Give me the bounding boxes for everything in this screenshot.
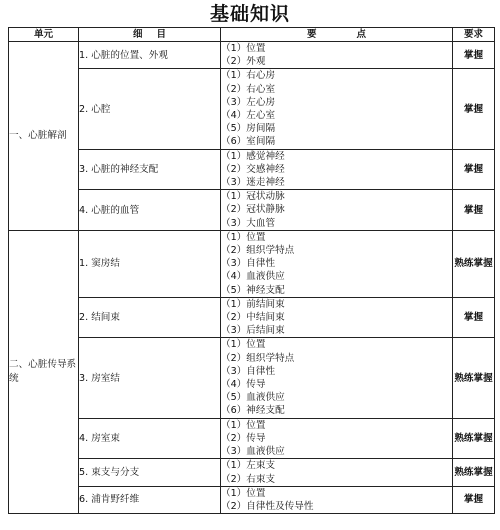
table-row	[9, 230, 495, 297]
detail-cell: 5. 束支与分支	[79, 459, 221, 486]
point-item: （2）交感神经	[221, 163, 285, 175]
detail-cell: 6. 浦肯野纤维	[79, 486, 221, 513]
detail-cell: 1. 窦房结	[79, 230, 221, 297]
detail-cell: 3. 心脏的神经支配	[79, 149, 221, 190]
requirement-cell: 熟练掌握	[453, 418, 495, 459]
requirement-cell: 熟练掌握	[453, 230, 495, 297]
header-detail: 细目	[79, 28, 221, 42]
point-item: （1）感觉神经	[221, 150, 285, 162]
detail-cell: 1. 心脏的位置、外观	[79, 42, 221, 69]
table-row	[9, 190, 495, 231]
header-requirement: 要求	[453, 28, 495, 42]
point-item: （3）自律性	[221, 258, 276, 270]
point-item: （4）左心室	[221, 110, 276, 122]
unit-cell: 一、心脏解剖	[9, 42, 79, 231]
point-item: （1）位置	[221, 419, 266, 431]
table-row	[9, 418, 495, 459]
table-row	[9, 69, 495, 149]
table-header-row	[9, 28, 495, 42]
requirement-cell: 掌握	[453, 42, 495, 69]
point-item: （3）迷走神经	[221, 177, 285, 189]
header-unit: 单元	[9, 28, 79, 42]
points-cell	[221, 42, 453, 69]
table-row	[9, 297, 495, 338]
detail-cell: 4. 心脏的血管	[79, 190, 221, 231]
point-item: （2）外观	[221, 56, 266, 68]
point-item: （1）右心房	[221, 70, 276, 82]
points-cell	[221, 297, 453, 338]
table-row	[9, 149, 495, 190]
table-row	[9, 338, 495, 418]
point-item: （2）自律性及传导性	[221, 500, 314, 512]
points-cell	[221, 338, 453, 418]
point-item: （2）冠状静脉	[221, 204, 285, 216]
page-title: 基础知识	[209, 3, 290, 25]
point-item: （3）左心房	[221, 96, 276, 108]
point-item: （2）传导	[221, 432, 266, 444]
point-item: （2）组织学特点	[221, 352, 295, 364]
table-row	[9, 486, 495, 513]
point-item: （3）血液供应	[221, 446, 285, 458]
requirement-cell: 熟练掌握	[453, 459, 495, 486]
points-cell	[221, 190, 453, 231]
requirement-cell: 掌握	[453, 297, 495, 338]
points-cell	[221, 69, 453, 149]
requirement-cell: 掌握	[453, 69, 495, 149]
point-item: （2）中结间束	[221, 312, 285, 324]
point-item: （1）位置	[221, 231, 266, 243]
table-body	[9, 42, 495, 514]
points-cell	[221, 418, 453, 459]
detail-cell: 4. 房室束	[79, 418, 221, 459]
point-item: （6）神经支配	[221, 405, 285, 417]
point-item: （5）血液供应	[221, 392, 285, 404]
point-item: （1）左束支	[221, 460, 276, 472]
detail-cell: 2. 心腔	[79, 69, 221, 149]
point-item: （5）神经支配	[221, 284, 285, 296]
requirement-cell: 掌握	[453, 190, 495, 231]
points-cell	[221, 486, 453, 513]
point-item: （3）后结间束	[221, 325, 285, 337]
points-cell	[221, 459, 453, 486]
point-item: （2）右束支	[221, 473, 276, 485]
requirement-cell: 掌握	[453, 149, 495, 190]
point-item: （1）位置	[221, 487, 266, 499]
points-cell	[221, 230, 453, 297]
point-item: （4）传导	[221, 379, 266, 391]
points-cell	[221, 149, 453, 190]
requirement-cell: 掌握	[453, 486, 495, 513]
detail-cell: 2. 结间束	[79, 297, 221, 338]
point-item: （1）前结间束	[221, 298, 285, 310]
detail-cell: 3. 房室结	[79, 338, 221, 418]
point-item: （3）自律性	[221, 365, 276, 377]
knowledge-table	[8, 27, 495, 514]
point-item: （1）冠状动脉	[221, 191, 285, 203]
unit-cell: 二、心脏传导系统	[9, 230, 79, 513]
point-item: （1）位置	[221, 339, 266, 351]
table-row	[9, 42, 495, 69]
header-points: 要点	[221, 28, 453, 42]
point-item: （1）位置	[221, 43, 266, 54]
point-item: （3）大血管	[221, 217, 276, 229]
point-item: （4）血液供应	[221, 271, 285, 283]
point-item: （2）右心室	[221, 83, 276, 95]
point-item: （2）组织学特点	[221, 245, 295, 257]
requirement-cell: 熟练掌握	[453, 338, 495, 418]
point-item: （5）房间隔	[221, 123, 276, 135]
point-item: （6）室间隔	[221, 136, 276, 148]
table-row	[9, 459, 495, 486]
